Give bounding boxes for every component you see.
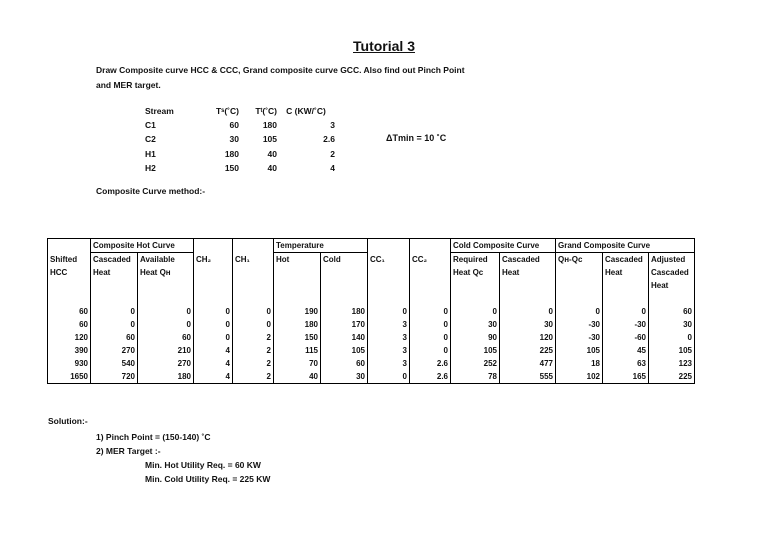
composite-curve-table	[47, 238, 695, 384]
adjusted-header: Adjusted	[649, 253, 695, 267]
table-cell: 210	[138, 344, 194, 357]
hot-header: Hot	[274, 253, 321, 267]
table-row	[48, 357, 695, 370]
table-cell: -30	[556, 318, 603, 331]
stream-cell: 180	[262, 120, 277, 131]
table-cell: 720	[91, 370, 138, 384]
cc2-header: CC₂	[410, 253, 451, 267]
table-cell: 3	[368, 331, 410, 344]
stream-cell: 2	[330, 148, 335, 159]
stream-cell: 150	[224, 162, 239, 173]
table-cell: 252	[451, 357, 500, 370]
table-header-row-1	[48, 239, 695, 253]
table-cell: 0	[500, 305, 556, 318]
problem-line-2: and MER target.	[96, 80, 161, 90]
problem-statement	[96, 63, 465, 93]
stream-cell: H1	[145, 148, 156, 159]
available-header: Available	[138, 253, 194, 267]
tt-header: Tᵗ(˚C)	[255, 106, 277, 117]
stream-cell: 105	[262, 134, 277, 145]
page-title: Tutorial 3	[353, 38, 415, 54]
table-cell: -30	[556, 331, 603, 344]
table-cell: 60	[48, 318, 91, 331]
table-cell: 105	[321, 344, 368, 357]
table-cell: 165	[603, 370, 649, 384]
table-cell: 78	[451, 370, 500, 384]
table-cell: 0	[233, 318, 274, 331]
table-cell: 115	[274, 344, 321, 357]
table-cell: 0	[451, 305, 500, 318]
cascaded-header: Cascaded	[91, 253, 138, 267]
table-cell: 60	[91, 331, 138, 344]
table-cell: 2.6	[410, 370, 451, 384]
adjusted-heat-header: Heat	[649, 279, 695, 292]
stream-cell: 2.6	[323, 134, 335, 145]
table-cell: 270	[138, 357, 194, 370]
table-cell: 2	[233, 344, 274, 357]
table-cell: 0	[410, 344, 451, 357]
table-cell: 2	[233, 331, 274, 344]
table-cell: 123	[649, 357, 695, 370]
table-cell: 60	[48, 305, 91, 318]
table-cell: 105	[451, 344, 500, 357]
table-cell: 70	[274, 357, 321, 370]
table-cell: 0	[194, 305, 233, 318]
table-cell: 18	[556, 357, 603, 370]
table-cell: 60	[321, 357, 368, 370]
cold-cascaded-heat-header: Heat	[500, 266, 556, 279]
table-cell: 180	[138, 370, 194, 384]
table-cell: 30	[451, 318, 500, 331]
table-cell: 2	[233, 357, 274, 370]
stream-row	[140, 118, 335, 132]
ts-header: Tˢ(˚C)	[215, 106, 239, 117]
table-cell: 477	[500, 357, 556, 370]
table-cell: 0	[194, 318, 233, 331]
mer-target: 2) MER Target :-	[96, 446, 161, 456]
table-cell: 4	[194, 344, 233, 357]
table-cell: 190	[274, 305, 321, 318]
table-cell: 1650	[48, 370, 91, 384]
available-heat-header: Heat Qн	[138, 266, 194, 279]
c-header: C (KW/˚C)	[286, 106, 326, 117]
stream-cell: 40	[267, 148, 277, 159]
qh-qc-header: Qн-Qc	[556, 253, 603, 267]
stream-cell: 180	[224, 148, 239, 159]
table-cell: 120	[48, 331, 91, 344]
table-cell: 390	[48, 344, 91, 357]
adjusted-cascaded-header: Cascaded	[649, 266, 695, 279]
table-cell: 4	[194, 370, 233, 384]
stream-header: Stream	[145, 106, 174, 117]
table-header-row-4	[48, 279, 695, 292]
cc1-header: CC₁	[368, 253, 410, 267]
table-spacer-row	[48, 292, 695, 305]
table-cell: 120	[500, 331, 556, 344]
problem-line-1: Draw Composite curve HCC & CCC, Grand composite curve GCC. Also find out Pinch Point	[96, 65, 465, 75]
composite-hot-header: Composite Hot Curve	[91, 239, 194, 253]
table-cell: 0	[138, 318, 194, 331]
table-cell: 90	[451, 331, 500, 344]
method-label: Composite Curve method:-	[96, 186, 206, 196]
table-row	[48, 370, 695, 384]
table-cell: 0	[556, 305, 603, 318]
table-cell: 540	[91, 357, 138, 370]
table-cell: 0	[368, 370, 410, 384]
table-cell: 0	[603, 305, 649, 318]
table-cell: 270	[91, 344, 138, 357]
cold-header: Cold	[321, 253, 368, 267]
stream-cell: 4	[330, 162, 335, 173]
table-cell: 555	[500, 370, 556, 384]
table-cell: 0	[410, 331, 451, 344]
table-cell: 2	[233, 370, 274, 384]
table-cell: 225	[649, 370, 695, 384]
table-cell: 140	[321, 331, 368, 344]
ch2-header: CH₂	[194, 253, 233, 267]
grand-composite-header: Grand Composite Curve	[556, 239, 695, 253]
table-row	[48, 344, 695, 357]
table-cell: 0	[91, 305, 138, 318]
stream-row	[140, 161, 335, 175]
table-cell: 3	[368, 344, 410, 357]
table-cell: 0	[368, 305, 410, 318]
table-cell: 30	[649, 318, 695, 331]
table-cell: 930	[48, 357, 91, 370]
stream-cell: 60	[229, 120, 239, 131]
stream-cell: C2	[145, 134, 156, 145]
table-cell: 105	[649, 344, 695, 357]
table-row	[48, 331, 695, 344]
cold-composite-header: Cold Composite Curve	[451, 239, 556, 253]
grand-cascaded-header: Cascaded	[603, 253, 649, 267]
stream-row	[140, 132, 335, 146]
stream-cell: H2	[145, 162, 156, 173]
pinch-point: 1) Pinch Point = (150-140) ˚C	[96, 432, 211, 442]
table-cell: 180	[274, 318, 321, 331]
table-header-row-2	[48, 253, 695, 267]
cascaded-heat-header: Heat	[91, 266, 138, 279]
table-cell: 3	[368, 318, 410, 331]
table-cell: 30	[321, 370, 368, 384]
table-row	[48, 305, 695, 318]
stream-row	[140, 147, 335, 161]
table-cell: 60	[649, 305, 695, 318]
stream-cell: C1	[145, 120, 156, 131]
delta-t-min: ΔTmin = 10 ˚C	[386, 133, 447, 143]
solution-label: Solution:-	[48, 416, 88, 426]
table-cell: 170	[321, 318, 368, 331]
table-cell: 0	[410, 305, 451, 318]
required-heat-header: Heat Qc	[451, 266, 500, 279]
stream-cell: 30	[229, 134, 239, 145]
table-cell: 0	[91, 318, 138, 331]
table-cell: 4	[194, 357, 233, 370]
min-cold-utility: Min. Cold Utility Req. = 225 KW	[145, 474, 271, 484]
table-cell: 40	[274, 370, 321, 384]
table-cell: -60	[603, 331, 649, 344]
table-cell: 0	[194, 331, 233, 344]
table-cell: -30	[603, 318, 649, 331]
required-header: Required	[451, 253, 500, 267]
table-cell: 150	[274, 331, 321, 344]
table-cell: 30	[500, 318, 556, 331]
cold-cascaded-header: Cascaded	[500, 253, 556, 267]
hcc-header: HCC	[48, 266, 91, 279]
shifted-header: Shifted	[48, 253, 91, 267]
temperature-header: Temperature	[274, 239, 368, 253]
table-header-row-3	[48, 266, 695, 279]
table-row	[48, 318, 695, 331]
table-cell: 0	[649, 331, 695, 344]
table-cell: 0	[410, 318, 451, 331]
table-cell: 63	[603, 357, 649, 370]
table-cell: 60	[138, 331, 194, 344]
stream-cell: 3	[330, 120, 335, 131]
stream-data-table	[140, 104, 335, 175]
table-cell: 45	[603, 344, 649, 357]
stream-header-row	[140, 104, 335, 118]
table-cell: 180	[321, 305, 368, 318]
grand-cascaded-heat-header: Heat	[603, 266, 649, 279]
table-cell: 105	[556, 344, 603, 357]
table-cell: 225	[500, 344, 556, 357]
min-hot-utility: Min. Hot Utility Req. = 60 KW	[145, 460, 261, 470]
table-cell: 3	[368, 357, 410, 370]
table-cell: 2.6	[410, 357, 451, 370]
table-cell: 0	[233, 305, 274, 318]
table-cell: 0	[138, 305, 194, 318]
stream-cell: 40	[267, 162, 277, 173]
ch1-header: CH₁	[233, 253, 274, 267]
table-cell: 102	[556, 370, 603, 384]
